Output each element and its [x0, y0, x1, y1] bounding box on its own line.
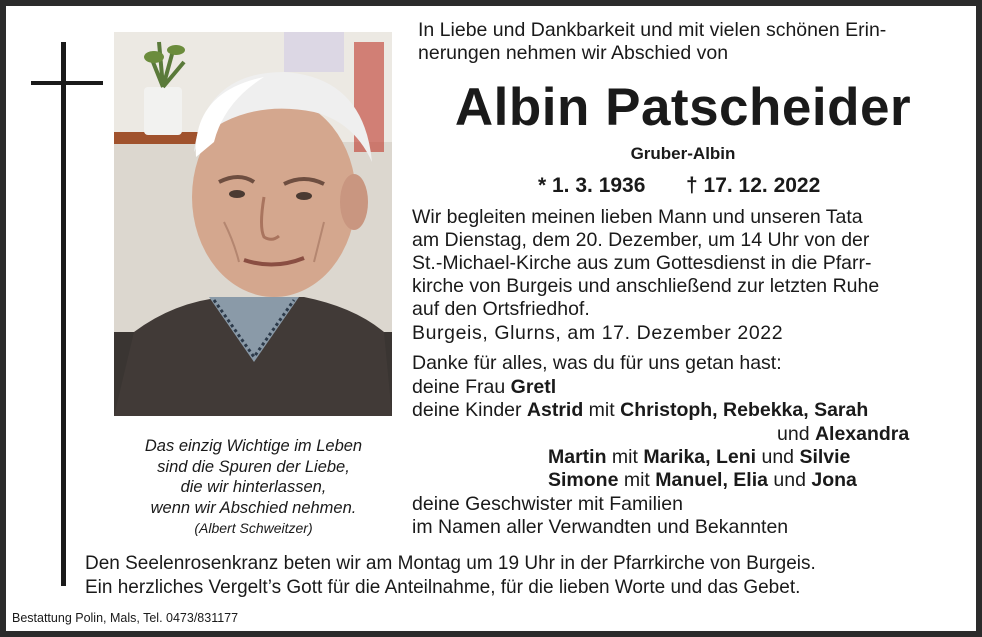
intro-line: In Liebe und Dankbarkeit und mit vielen schönen Erin-: [418, 19, 887, 41]
relatives-line: im Namen aller Verwandten und Bekannten: [412, 516, 789, 538]
place-date: Burgeis, Glurns, am 17. Dezember 2022: [412, 322, 784, 344]
wife-line: deine Frau Gretl: [412, 376, 557, 398]
rosary-line: Den Seelenrosenkranz beten wir am Montag um 19 Uhr in der Pfarrkirche von Burgeis.: [85, 553, 816, 574]
intro-line: nerungen nehmen wir Abschied von: [418, 42, 729, 64]
funeral-line: am Dienstag, dem 20. Dezember, um 14 Uhr von der: [412, 229, 870, 251]
portrait-photo: [114, 32, 392, 416]
quote-line: Das einzig Wichtige im Leben: [144, 437, 363, 455]
quote-line: sind die Spuren der Liebe,: [157, 457, 350, 476]
closing-thanks-line: Ein herzliches Vergelt’s Gott für die Anteilnahme, für die lieben Worte und das Gebet.: [85, 577, 801, 598]
thanks-line: Danke für alles, was du für uns getan hast:: [412, 352, 782, 374]
quote-line: die wir hinterlassen,: [180, 478, 327, 497]
cross-icon-bar: [31, 81, 103, 85]
child-line: Martin mit Marika, Leni und Silvie: [548, 446, 851, 468]
birth-date: * 1. 3. 1936: [538, 174, 646, 197]
footer-funeral-home: Bestattung Polin, Mals, Tel. 0473/831177: [12, 611, 239, 625]
quote-block: [106, 436, 401, 539]
deceased-nickname: Gruber-Albin: [630, 144, 736, 163]
quote-author: (Albert Schweitzer): [194, 520, 313, 537]
funeral-line: kirche von Burgeis und anschließend zur letzten Ruhe: [412, 275, 880, 297]
deceased-name: Albin Patscheider: [454, 78, 912, 137]
child-line: Simone mit Manuel, Elia und Jona: [548, 469, 857, 491]
children-line: deine Kinder Astrid mit Christoph, Rebekka, Sarah: [412, 399, 869, 421]
children-line-cont: und Alexandra: [777, 423, 910, 445]
wife-name: Gretl: [510, 376, 557, 398]
cross-icon: [61, 42, 66, 586]
funeral-line: Wir begleiten meinen lieben Mann und unseren Tata: [412, 206, 863, 228]
portrait-image: [114, 32, 392, 416]
funeral-line: auf den Ortsfriedhof.: [412, 298, 590, 320]
obituary-card: [6, 6, 976, 631]
death-date: † 17. 12. 2022: [686, 174, 821, 197]
quote-line: wenn wir Abschied nehmen.: [150, 498, 357, 517]
siblings-line: deine Geschwister mit Familien: [412, 493, 683, 515]
funeral-line: St.-Michael-Kirche aus zum Gottesdienst in die Pfarr-: [412, 252, 872, 274]
